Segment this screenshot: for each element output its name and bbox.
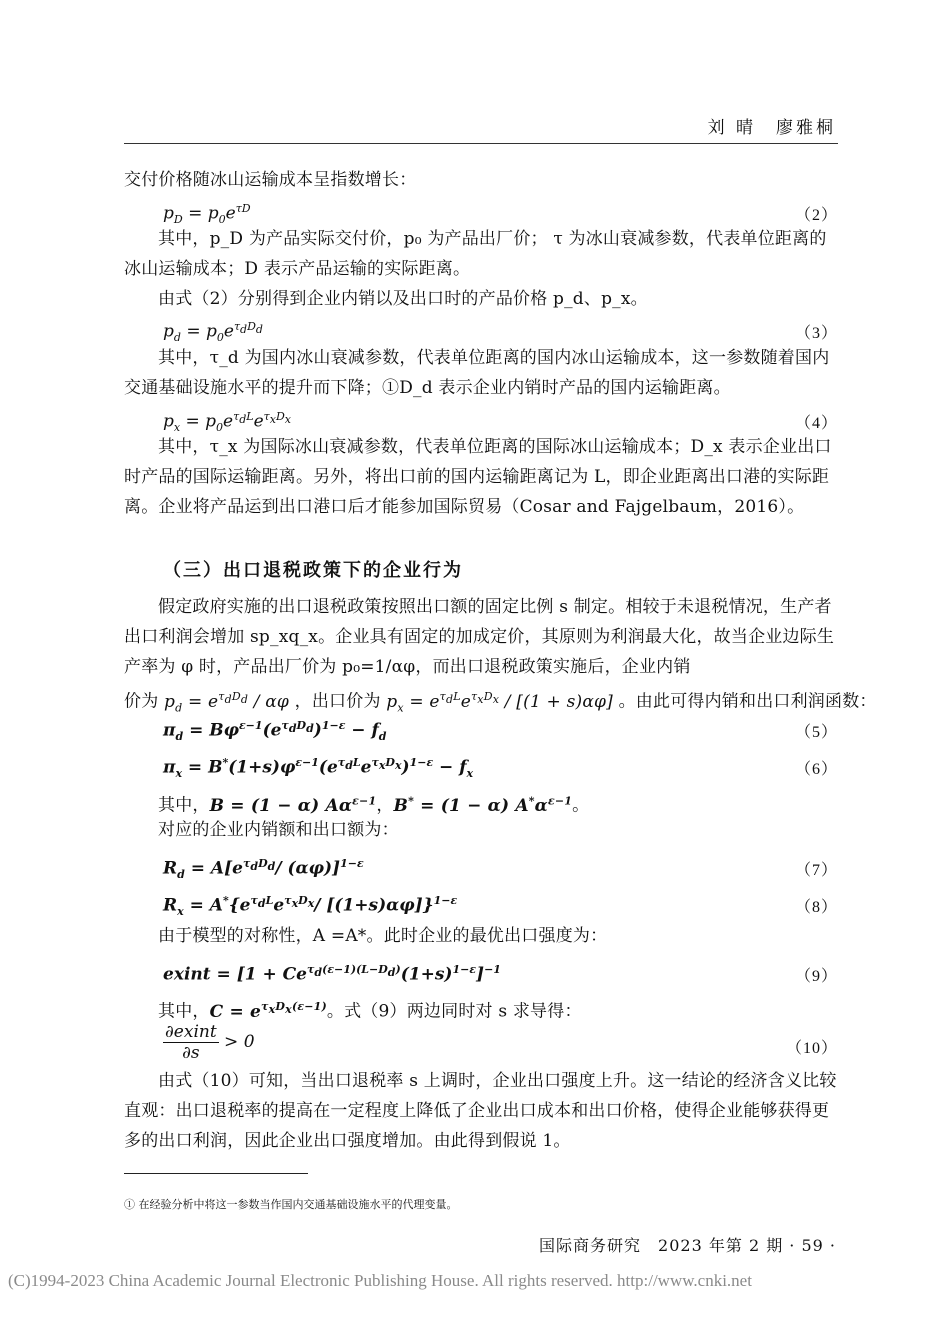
equation-3: $p_d = p_0e^{\tau_dD_d}$ <box>163 320 263 345</box>
equation-number: （4） <box>794 415 838 432</box>
equation-number: （6） <box>794 761 838 778</box>
equation-8: $R_x = A^*\{e^{\tau_dL}e^{\tau_xD_x}/$ [(1+s)αφ]}$^{1-\varepsilon}$ <box>163 894 458 919</box>
equation-7: $R_d = A[e^{\tau_dD_d}/$ (αφ)]$^{1-\varepsilon}$ <box>163 857 364 882</box>
export-price-formula: $p_x = e^{\tau_dL}e^{\tau_xD_x} / [(1 + s)\alpha\varphi]$ <box>386 690 613 715</box>
paragraph-10: 由式（10）可知，当出口退税率 s 上调时，企业出口强度上升。这一结论的经济含义比较直观：出口退税率的提高在一定程度上降低了企业出口成本和出口价格，使得企业能够获得更多的出口利润，因此企业出口强度增加。由此得到假说 1。 <box>124 1071 837 1151</box>
price-line-text: 。由此可得内销和出口利润函数： <box>618 691 877 712</box>
c-definition: $C = e^{\tau_xD_x(\varepsilon-1)}$ <box>209 1000 327 1022</box>
paragraph-6-text: 。 <box>572 795 590 816</box>
paragraph-6-text: ， <box>376 795 394 816</box>
intro-line: 交付价格随冰山运输成本呈指数增长： <box>124 170 417 190</box>
derivative-fraction: $\frac{\text{∂exint}}{\partial s}$ <box>165 1022 217 1063</box>
footnote: ① 在经验分析中将这一参数当作国内交通基础设施水平的代理变量。 <box>124 1198 458 1211</box>
price-line-text: 价为 <box>124 691 159 712</box>
b-definition: B = (1 − α) $A\alpha^{\varepsilon-1}$ <box>209 794 377 816</box>
page-footer: 国际商务研究 2023 年第 2 期 · 59 · <box>539 1236 836 1255</box>
equation-number: （3） <box>794 325 838 342</box>
domestic-price-formula: $p_d = e^{\tau_dD_d} / \alpha\varphi$ <box>164 690 290 715</box>
b-star-definition: B* = (1 − α) $A^*\alpha^{\varepsilon-1}$ <box>393 794 573 816</box>
running-header-authors: 刘 晴 廖雅桐 <box>707 118 836 138</box>
equation-4: $p_x = p_0e^{\tau_dL}e^{\tau_xD_x}$ <box>163 410 291 435</box>
copyright-watermark: (C)1994-2023 China Academic Journal Electronic Publishing House. All rights reserved. http://www.cnki.net <box>8 1271 752 1290</box>
paragraph-2: 由式（2）分别得到企业内销以及出口时的产品价格 p_d、p_x。 <box>158 289 648 309</box>
paragraph-1: 其中，p_D 为产品实际交付价，p₀ 为产品出厂价； τ 为冰山衰减参数，代表单位距离的冰山运输成本；D 表示产品运输的实际距离。 <box>124 229 827 279</box>
equation-number: （8） <box>794 899 838 916</box>
paragraph-6-text: 其中， <box>158 795 210 816</box>
equation-number: （2） <box>794 207 838 224</box>
footnote-rule <box>124 1173 308 1174</box>
equation-number: （10） <box>785 1040 838 1057</box>
price-line-text: ，出口价为 <box>294 691 381 712</box>
paragraph-4: 其中，τ_x 为国际冰山衰减参数，代表单位距离的国际冰山运输成本；D_x 表示企业出口时产品的国际运输距离。另外，将出口前的国内运输距离记为 L，即企业距离出口港的实际距离。企业将产品运到出口港口后才能参加国际贸易（Cosar and Fajgelbaum，2016）。 <box>124 437 832 517</box>
equation-6: $\pi_x = B^*(1+s)\varphi^{\varepsilon-1}(e^{\tau_dL}e^{\tau_xD_x})^{1-\varepsilon} - f_x$ <box>163 756 474 781</box>
header-rule <box>124 143 838 144</box>
equation-number: （5） <box>794 724 838 741</box>
section-heading: （三）出口退税政策下的企业行为 <box>163 560 463 581</box>
paragraph-5: 假定政府实施的出口退税政策按照出口额的固定比例 s 制定。相较于未退税情况，生产者出口利润会增加 sp_xq_x。企业具有固定的加成定价，其原则为利润最大化，故当企业边际生产率为 φ 时，产品出厂价为 p₀=1/αφ，而出口退税政策实施后，企业内销 <box>124 597 835 677</box>
paragraph-8: 由于模型的对称性，A =A*。此时企业的最优出口强度为： <box>158 926 608 946</box>
paragraph-9-text: 其中， <box>158 1001 210 1022</box>
price-line <box>124 682 877 723</box>
equation-number: （7） <box>794 862 838 879</box>
paragraph-7: 对应的企业内销额和出口额为： <box>158 820 399 840</box>
equation-number: （9） <box>794 968 838 985</box>
equation-10: $\frac{\text{∂exint}}{\partial s}$ > 0 <box>165 1022 255 1063</box>
equation-5: $\pi_d = B\varphi^{\varepsilon-1}(e^{\tau_dD_d})^{1-\varepsilon} - f_d$ <box>163 719 387 744</box>
paragraph-3: 其中，τ_d 为国内冰山衰减参数，代表单位距离的国内冰山运输成本，这一参数随着国内交通基础设施水平的提升而下降；①D_d 表示企业内销时产品的国内运输距离。 <box>124 348 830 398</box>
equation-2: $p_D = p_0e^{\tau D}$ <box>163 202 251 227</box>
equation-9: exint = $[1 + Ce^{\tau_d(\varepsilon-1)(L-D_d)}(1+s)^{1-\varepsilon}]^{-1}$ <box>163 963 501 985</box>
paragraph-9-text: 。式（9）两边同时对 s 求导得： <box>326 1001 582 1022</box>
